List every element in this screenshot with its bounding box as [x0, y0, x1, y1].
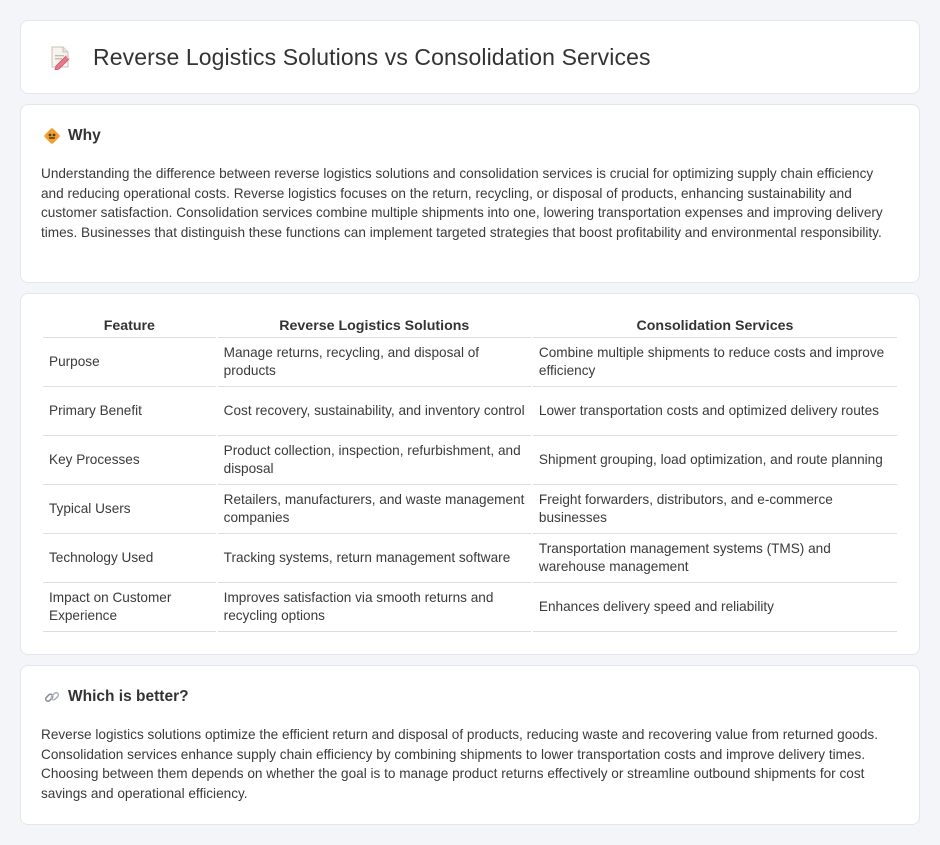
feature-cell: Technology Used: [43, 534, 216, 583]
why-section: [20, 104, 920, 283]
reverse-logistics-cell: Manage returns, recycling, and disposal of products: [218, 338, 531, 387]
consolidation-cell: Transportation management systems (TMS) and warehouse management: [533, 534, 897, 583]
feature-cell: Key Processes: [43, 436, 216, 485]
consolidation-cell: Enhances delivery speed and reliability: [533, 583, 897, 632]
reverse-logistics-cell: Retailers, manufacturers, and waste management companies: [218, 485, 531, 534]
reverse-logistics-cell: Tracking systems, return management software: [218, 534, 531, 583]
better-title: Which is better?: [68, 688, 189, 705]
column-header: Feature: [43, 316, 216, 338]
table-row: [43, 436, 897, 485]
reverse-logistics-cell: Product collection, inspection, refurbishment, and disposal: [218, 436, 531, 485]
consolidation-cell: Combine multiple shipments to reduce costs and improve efficiency: [533, 338, 897, 387]
column-header: Reverse Logistics Solutions: [218, 316, 531, 338]
better-text: Reverse logistics solutions optimize the efficient return and disposal of products, reducing waste and recovering value from returned goods. Consolidation services enhance supply chain efficiency by combining shipments to lower transportation costs and improve delivery times. Choosing between them depends on whether the goal is to manage product returns effectively or streamline outbound shipments for cost savings and operational efficiency.: [41, 727, 878, 801]
column-header: Consolidation Services: [533, 316, 897, 338]
better-heading: [43, 688, 189, 706]
consolidation-cell: Freight forwarders, distributors, and e-commerce businesses: [533, 485, 897, 534]
table-row: [43, 338, 897, 387]
feature-cell: Typical Users: [43, 485, 216, 534]
table-header-row: [43, 316, 897, 338]
document-pencil-icon: [47, 44, 73, 70]
consolidation-cell: Lower transportation costs and optimized delivery routes: [533, 387, 897, 436]
comparison-table: [41, 316, 899, 632]
reverse-logistics-cell: Improves satisfaction via smooth returns and recycling options: [218, 583, 531, 632]
feature-cell: Purpose: [43, 338, 216, 387]
reverse-logistics-cell: Cost recovery, sustainability, and inventory control: [218, 387, 531, 436]
link-icon: [43, 688, 61, 706]
feature-cell: Primary Benefit: [43, 387, 216, 436]
consolidation-cell: Shipment grouping, load optimization, and route planning: [533, 436, 897, 485]
diamond-sign-icon: [43, 127, 61, 145]
why-title: Why: [68, 127, 101, 144]
table-row: [43, 485, 897, 534]
header-card: [20, 20, 920, 94]
table-row: [43, 583, 897, 632]
which-is-better-section: [20, 665, 920, 825]
table-row: [43, 387, 897, 436]
page-title: Reverse Logistics Solutions vs Consolidation Services: [93, 43, 651, 70]
table-row: [43, 534, 897, 583]
comparison-section: [20, 293, 920, 655]
why-text: Understanding the difference between reverse logistics solutions and consolidation services is crucial for optimizing supply chain efficiency and reducing operational costs. Reverse logistics focuses on the return, recycling, or disposal of products, enhancing sustainability and customer satisfaction. Consolidation services combine multiple shipments into one, lowering transportation expenses and improving delivery times. Businesses that distinguish these functions can implement targeted strategies that boost profitability and environmental responsibility.: [41, 166, 883, 240]
why-heading: [43, 127, 101, 145]
feature-cell: Impact on Customer Experience: [43, 583, 216, 632]
